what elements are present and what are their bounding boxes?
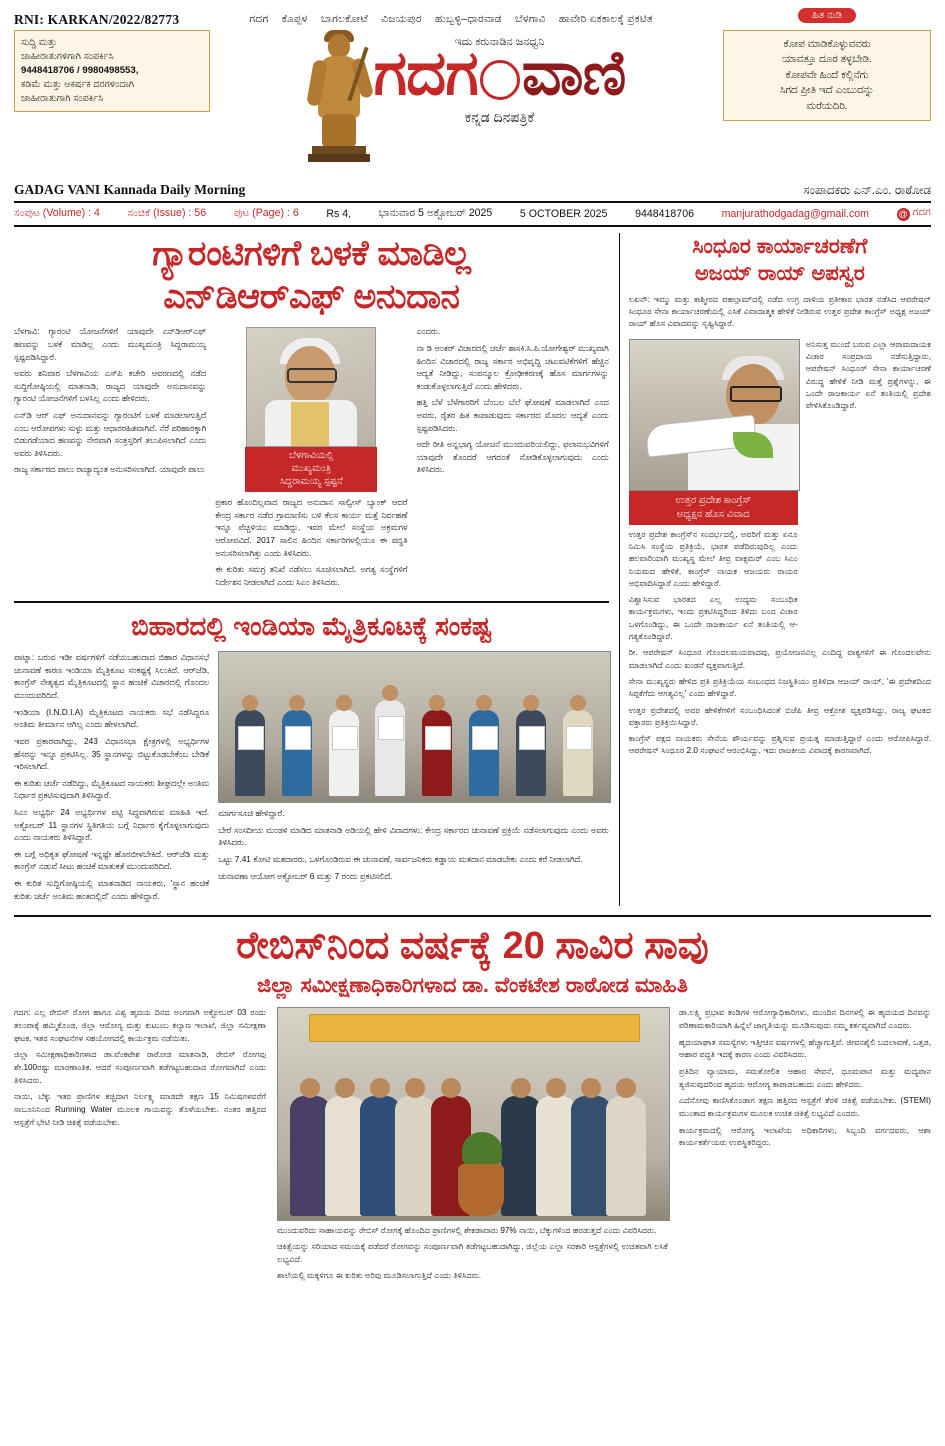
caption-line: ಬೆಳಗಾವಿಯಲ್ಲಿ — [289, 450, 334, 462]
contact-line1: ಸುದ್ದಿ ಮತ್ತು — [21, 37, 57, 48]
right-headline-line2: ಅಜಯ್ ರಾಯ್ ಅಪಸ್ವರ — [694, 262, 865, 286]
paragraph: ರೀ. ಆಪರೇಷನ್ ಸಿಂಧೂರ ಗೊಂದಲಮಯವಾದವು, ಪ್ರಯೋಜನವಿಲ್ಲ ಎಂದಿದ್ದ ವಾಕ್ಯಗಳಿಗೆ ಈ ಗೊಂದಲವೇನು ಮಾಡಲಾಗಿದೆ ಎಂದು ಖಂಡನೆ ವ್ಯಕ್ತವಾಗುತ್ತಿದೆ. — [628, 648, 931, 670]
lead-headline-line2: ಎನ್‌ಡಿಆರ್‌ಎಫ್ ಅನುದಾನ — [163, 276, 460, 316]
masthead-footer-row — [14, 182, 931, 203]
volume-label: ಸಂಪುಟ (Volume) : 4 — [14, 207, 100, 219]
paragraph: ಚುನಾವಣಾ ಆಯೋಗ ಅಕ್ಟೋಬರ್ 6 ಮತ್ತು 7 ರಂದು ಪ್ರಕಟಿಸಲಿದೆ. — [218, 870, 393, 881]
bihar-photo-caption: ಮಾರ್ಗಸೂಚಿ ಹೇಳಿದ್ದಾರೆ. — [218, 808, 285, 819]
price-label: Rs 4, — [326, 207, 352, 220]
paragraph: ಬೆಳಗಾವಿ: ಗ್ಯಾರಂಟಿ ಯೋಜನೆಗಳಿಗೆ ಯಾವುದೇ ಎನ್‌ಡಿಆರ್‌ಎಫ್ ಹಣವನ್ನು ಬಳಕೆ ಮಾಡಿಲ್ಲ ಎಂದು ಮುಖ್ಯಮಂತ್ರಿ ಸಿದ್ದರಾಮಯ್ಯ ಸ್ಪಷ್ಟಪಡಿಸಿದ್ದಾರೆ. — [14, 326, 207, 362]
paragraph: ಎನ್‌ಡಿ ಆರ್ ಎಫ್ ಅನುದಾನವನ್ನು ಗ್ಯಾರಂಟಿಗೆ ಬಳಕೆ ಮಾಡಲಾಗುತ್ತಿದೆ ಎಂಬ ಆರೋಪಗಳು ಸುಳ್ಳು ಮತ್ತು ಆಧಾರರಹಿತವಾಗಿವೆ. ನೆರೆ ಪರಿಹಾರಕ್ಕಾಗಿ ಬಿಡುಗಡೆಯಾದ ಹಣವನ್ನು ನೇರವಾಗಿ ಸಂತ್ರಸ್ತರಿಗೆ ತಲುಪಿಸಲಾಗಿದೆ ಎಂದು ಅವರು ತಿಳಿಸಿದರು. — [14, 410, 207, 458]
rabies-col-3 — [679, 1007, 931, 1286]
hita-pill-wrap — [723, 8, 931, 23]
issue-info-bar — [14, 203, 931, 227]
masthead-title-block — [374, 30, 626, 126]
paragraph: ನಾ ಡಿ ಅಂತರ್ ವಿಚಾರದಲ್ಲಿ ಚರ್ಚೆ ಶಾಸಕಿ.ಸಿ.ಪಿ.ಯೋಗೇಶ್ವರ್ ಮುಖ್ಯವಾಗಿ ಹಿಂದಿನ ವಿಚಾರದಲ್ಲಿ ರಾಜ್ಯ ಸರ್ಕಾರ ಅಭಿವೃದ್ಧಿ ಚಟುವಟಿಕೆಗಳಿಗೆ ಹೆಚ್ಚಿನ ಆದ್ಯತೆ ನೀಡಿದ್ದು, ಸಂಪನ್ಮೂಲ ಕ್ರೋಢೀಕರಣಕ್ಕೆ ಹೊಸ ಮಾರ್ಗಗಳನ್ನು ಕಂಡುಕೊಳ್ಳಲಾಗುತ್ತಿದೆ ಎಂದು ಹೇಳಿದರು. — [416, 342, 609, 391]
edition-item: ಕೊಪ್ಪಳ — [281, 13, 308, 25]
lead-col-2-with-photo — [215, 325, 407, 592]
contact-line4: ಜಾಹೀರಾತುಗಾಗಿ ಸಂಪರ್ಕಿಸಿ — [21, 92, 104, 104]
top-bar — [14, 8, 931, 28]
paragraph: ಪ್ರತಿದಿನ ವ್ಯಾಯಾಮ, ಸಮತೋಲಿತ ಆಹಾರ ಸೇವನೆ, ಧೂಮಪಾನ ಮತ್ತು ಮದ್ಯಪಾನ ತ್ಯಜಿಸುವುದರಿಂದ ಹೃದಯ ಆರೋಗ್ಯ ಕಾಪಾಡಬಹುದು ಎಂದು ಹೇಳಿದರು. — [678, 1066, 931, 1089]
bihar-col-1 — [14, 651, 209, 906]
paragraph: ಅವರು ಶನಿವಾರ ಬೆಳಗಾವಿಯ ಎಸ್‌ಪಿ ಕಚೇರಿ ಆವರಣದಲ್ಲಿ ನಡೆದ ಸುದ್ದಿಗೋಷ್ಠಿಯಲ್ಲಿ ಮಾತನಾಡಿ, ರಾಜ್ಯದ ಯಾವುದೇ ಅನುದಾನವನ್ನು ಗ್ಯಾರಂಟಿ ಯೋಜನೆಗಳಿಗೆ ಬಳಸಿಲ್ಲ ಎಂದು ಹೇಳಿದರು. — [14, 368, 207, 404]
ajay-rai-photo — [629, 339, 800, 491]
edition-item: ಬೆಳಗಾವಿ — [515, 13, 546, 25]
paragraph: ಪ್ರಕಾರ ಹೊಂದಿಲ್ಲವಾದ ರಾಜ್ಯದ ಅನುದಾನ ಸಾಲ್ವೀಸ್ ಬ್ಯಾಂಕ್ ಆದರೆ ಕೇಂದ್ರ ಸರ್ಕಾರ ನಡೆದ ಗ್ರಾಮಾಣಿಸು ಬಳಿ ಕೆಲಸ ಕಾರ್ಯ ಮತ್ತೆ ನಿರ್ವಹಣೆ ಇನ್ನೂ ಪೆಚ್ಚಳಿಯು ಮಾಡಿದ್ದು, ಇವರ ಮೇಲೆ ಸಂಸ್ಥೆಯ ಅಕ್ರಮಗಳ ಆರೋಪವಿದೆ. 2017 ಸಾಲಿನ ಹಿಂದಿನ ಸರ್ಕಾರಿಗಳಲ್ಲಿಯೂ ಈ ಪದ್ಧತಿ ಅನುಸರಿಸಲಾಗಿತ್ತು ಎಂದು ತಿಳಿಸಿದರು. — [215, 497, 408, 558]
lead-headline-line1: ಗ್ಯಾರಂಟಿಗಳಿಗೆ ಬಳಕೆ ಮಾಡಿಲ್ಲ — [152, 234, 471, 273]
editor-name: ಸಂಪಾದಕರು ಎನ್.ಎಂ. ರಾಠೋಡ — [803, 182, 931, 197]
paragraph: ಇವರ ಪ್ರಕಾರವಾಗಿದ್ದು, 243 ವಿಧಾನಸಭಾ ಕ್ಷೇತ್ರಗಳಲ್ಲಿ ಅಭ್ಯರ್ಥಿಗಳ ಹೆಸರನ್ನು ಇನ್ನೂ ಪ್ರಕಟಿಸಿಲ್ಲ. 35 ಸ್ಥಾನಗಳನ್ನು ಬಿಟ್ಟುಕೊಡಬೇಕೆಂಬ ಬೇಡಿಕೆ ಇರಿಸಲಾಗಿದೆ. — [14, 735, 210, 772]
edition-item: ಹುಬ್ಬಳ್ಳಿ–ಧಾರವಾಡ — [435, 13, 502, 25]
paragraph: ಡಾ.ಲಕ್ಷ್ಮಿ ಪ್ರಭಾವ ತಂಡಿಗಳ ಆರೋಗ್ಯಾಧಿಕಾರಿಗಳು, ಮುಂದಿನ ದಿನಗಳಲ್ಲಿ ಈ ಹೃದಯದ ದಿನವನ್ನು ಪರಿಣಾಮಕಾರಿಯಾಗಿ ಹಿನ್ನೆಲೆ ಜಾಗೃತಿಯನ್ನು ಮೂಡಿಸುವುದು ನಮ್ಮ ಕರ್ತವ್ಯವಾಗಿದೆ ಎಂದರು. — [678, 1008, 931, 1030]
rabies-story — [14, 924, 931, 1286]
paragraph: ಪಾಟ್ನಾ: ಬರುವ ಇಡೀ ವರ್ಷಗಳಿಗೆ ನಡೆಯಬಹುದಾದ ಬಿಹಾರ ವಿಧಾನಸಭೆ ಚುನಾವಣೆ ಕಾರಣ ಇಂಡಿಯಾ ಮೈತ್ರಿಕೂಟ ಸಂಕಷ್ಟಕ್ಕೆ ಸಿಲುಕಿದೆ. ಆರ್‌ಜೆಡಿ, ಕಾಂಗ್ರೆಸ್ ನೇತೃತ್ವದ ಮೈತ್ರಿಕೂಟದಲ್ಲಿ ಸ್ಥಾನ ಹಂಚಿಕೆ ವಿಚಾರದಲ್ಲಿ ಗೊಂದಲ ಮುಂದುವರಿದಿದೆ. — [14, 652, 210, 701]
left-column — [14, 233, 609, 906]
paragraph: ಬೇರೆ ಸಂಸದೀಯ ಮಂಡಳಿ ಮಾಡಿದ ಮಾತನಾಡಿ ಅಡಿಯಲ್ಲಿ ಹೇಳಿ ವಿವಾದಗಳು: ಕೇಂದ್ರ ಸರ್ಕಾರದ ಚುನಾವಣೆ ಪ್ರಕ್ರಿಯೆ ನಡೆಸಲಾಗುವುದು ಎಂದು ಅವರು ತಿಳಿಸಿದರು. — [218, 824, 609, 848]
paragraph: ಅನಿಸುತ್ತ ಮುಂದೆ ಬರುವ ಎಲ್ಲಾ ಆರಾಮದಾಯಕ ವಿಚಾರ ಸಂಪ್ರದಾಯ ನಡೆಸುತ್ತಿದ್ದಾರು, ಆಪರೇಷನ್ ಸಿಂಧೂರ್ ಸೇನಾ ಕಾರ್ಯಾಚರಣೆ ವಿರುದ್ಧ ಹೇಳಿಕೆ ನೀಡಿ ಮತ್ತೆ ಪ್ರಶ್ನೆಗಳನ್ನು, ಈ ಒಂದೇ ರಾಜಕಾರ್ಯ ಏನೆ ತಂತಿಯಲ್ಲಿ ಪ್ರದೇಶ ಪೇಳಿಸಿಕೊಂಡಿದ್ದಾರೆ. — [805, 339, 931, 411]
right-column — [619, 233, 931, 906]
paragraph: ಈ ಕುರಿತು ಚರ್ಚೆ ನಡೆದಿದ್ದು, ಮೈತ್ರಿಕೂಟದ ನಾಯಕರು ಶೀಘ್ರದಲ್ಲೇ ಅಂತಿಮ ನಿರ್ಧಾರ ಪ್ರಕಟಿಸುವುದಾಗಿ ತಿಳಿಸಿದ್ದಾರೆ. — [14, 777, 210, 801]
right-col-text — [806, 339, 931, 648]
edition-item: ವಿಜಯಪುರ — [381, 13, 422, 25]
masthead-tagline-top: ಇದು ಕರುನಾಡಿನ ಜನಧ್ವನಿ — [454, 36, 545, 48]
brand-circle-icon — [480, 60, 520, 100]
caption-line: ಸಿದ್ದರಾಮಯ್ಯ ಸ್ಪಷ್ಟನೆ — [279, 476, 343, 488]
paragraph: ನಾಯಿ, ಬೆಕ್ಕು ಇತರ ಪ್ರಾಣಿಗಳ ಕಚ್ಚಿದಾಗ ನಿರ್ಲಕ್ಷ್ಯ ಮಾಡದೇ ತಕ್ಷಣ 15 ನಿಮಿಷಗಳವರೆಗೆ ಸಾಬೂನಿನಿಂದ Running Water ಮೂಲಕ ಗಾಯವನ್ನು ತೊಳೆಯಬೇಕು. ನಂತರ ಹತ್ತಿರದ ಆಸ್ಪತ್ರೆಗೆ ಭೇಟಿ ನೀಡಿ ಚಿಕಿತ್ಸೆ ಪಡೆಯಬೇಕು. — [14, 1092, 267, 1127]
right-col-photo — [629, 339, 798, 648]
cm-portrait-photo — [246, 327, 376, 447]
right-lead-paragraph: ಲಖನೌ: ಇಮ್ಮು ಮತ್ತು ಕಾಶ್ಮೀರದ ಪಹಲ್ಗಾಮ್‌ದಲ್ಲಿ ನಡೆದ ಉಗ್ರ ದಾಳಿಯ ಪ್ರತೀಕಾರ ಭಾರತ ನಡೆಸಿದ ಆಪರೇಷನ್ ಸಿಂಧೂರ ಸೇನಾ ಕಾರ್ಯಾಚರಣೆಯಲ್ಲಿ ಎಸಿಕೆ ವಿವಾದಾತ್ಮಕ ಹೇಳಿಕೆ ನೀಡಿರುವ ಉತ್ತರ ಪ್ರದೇಶ ಕಾಂಗ್ರೆಸ್ ಅಧ್ಯಕ್ಷ ಅಜಯ್ ರಾಯ್ ಹೊಸ ವಿವಾದವನ್ನು ಸೃಷ್ಟಿಸಿದ್ದಾರೆ. — [628, 294, 931, 329]
masthead-title-part1: ಗದಗ — [373, 39, 478, 108]
hita-line-3: ಕೋಪವೇ ಹಿಂದೆ ಕಲ್ಲಿನೆಗು — [785, 69, 869, 81]
rabies-col-photo — [277, 1007, 668, 1286]
rabies-columns — [14, 1007, 931, 1286]
paragraph: ಹೃದಯಾಘಾತ ಸಮಸ್ಯೆಗಳು ಇತ್ತೀಚಿನ ವರ್ಷಗಳಲ್ಲಿ ಹೆಚ್ಚಾಗುತ್ತಿವೆ. ಜೀವನಶೈಲಿ ಬದಲಾವಣೆ, ಒತ್ತಡ, ಆಹಾರ ಪದ್ಧತಿ ಇದಕ್ಕೆ ಕಾರಣ ಎಂದು ವಿವರಿಸಿದರು. — [678, 1037, 931, 1060]
paragraph: ಎಂದರು. — [416, 326, 441, 337]
contact-box — [14, 30, 210, 112]
contact-phone: 9448418706 — [635, 207, 694, 220]
paragraph: ಅದೇ ರೀತಿ ಅನ್ನಭಾಗ್ಯ ಯೋಜನೆ ಮುಂದುವರಿಯಲಿದ್ದು, ಫಲಾನುಭವಿಗಳಿಗೆ ಯಾವುದೇ ತೊಂದರೆ ಆಗದಂತೆ ನೋಡಿಕೊಳ್ಳಲಾಗುವುದು ಎಂದು ತಿಳಿಸಿದರು. — [416, 439, 609, 475]
masthead — [14, 30, 931, 180]
date-english: 5 OCTOBER 2025 — [519, 207, 608, 220]
contact-line2: ಜಾಹೀರಾತುಗಳಿಗಾಗಿ ಸಂಪರ್ಕಿಸಿ — [21, 50, 114, 62]
paragraph: ಹತ್ತಿ ಬೆಳೆ ಬೆಳೆಗಾರರಿಗೆ ಬೆಂಬಲ ಬೆಲೆ ಘೋಷಣೆ ಮಾಡಲಾಗಿದೆ ಎಂದ ಅವರು, ರೈತರ ಹಿತ ಕಾಪಾಡುವುದು ಸರ್ಕಾರದ ಮೊದಲ ಆದ್ಯತೆ ಎಂದು ಸ್ಪಷ್ಟಪಡಿಸಿದರು. — [416, 397, 609, 433]
rni-number: RNI: KARKAN/2022/82773 — [14, 12, 180, 27]
hita-line-2: ಯಾವತ್ತೂ ದೂರ ತಳ್ಳಬೇಡಿ. — [781, 54, 873, 66]
email-link[interactable]: manjurathodgadag@gmail.com — [721, 207, 869, 220]
right-photo-caption — [629, 491, 798, 525]
paragraph: ಉತ್ತರ ಪ್ರದೇಶ ಕಾಂಗ್ರೆಸ್‌ನ ಸಂದರ್ಭದಲ್ಲಿ, ಅವರಿಗೆ ಮತ್ತು ಏನೂ ನಿಮಿಸಿ ಸಂಸ್ಥೆಯ ಪ್ರತಿಕ್ರಿಯೆ, ಭಾರತ ಪಡೆದಿರುವುದಿಲ್ಲ ಎಂದು ಹಲವಾರಿಯಾಗಿ ಮುಖ್ಯಸ್ಥ ಮೇಲೆ ತೀವ್ರ ವಾಕ್ಸಮರ್ ಎಂಬ ಸಿಎಂ ನಿಯಮದ ಹೇಳಿಕೆ, ಕಾಂಗ್ರೆಸ್ ನಾಯಕ ಆಜಯರು ರಾಯರ ಅಭಿವಾದಿಸಿದ್ದಾರೆ ಎಂದು ಹೇಳಿದ್ದಾರೆ. — [628, 529, 798, 588]
paragraph: ಸಿಎಂ ಅಭ್ಯರ್ಥಿ 24 ಅಭ್ಯರ್ಥಿಗಳ ಪಟ್ಟಿ ಸಿದ್ಧವಾಗಿರುವ ಮಾಹಿತಿ ಇದೆ. ಅಕ್ಟೋಬರ್ 11 ಸ್ಥಾನಗಳ ಸ್ಥಿತಿಗತಿಯ ಬಗ್ಗೆ ನಿರ್ಧಾರ ಕೈಗೊಳ್ಳಲಾಗುವುದು ಎಂದು ನಾಯಕರು ತಿಳಿಸಿದ್ದಾರೆ. — [14, 806, 210, 843]
edition-item: ಹಾವೇರಿ ಏಕಕಾಲಕ್ಕೆ ಪ್ರಕಟಿತ — [558, 13, 653, 25]
main-content — [14, 233, 931, 906]
contact-phones: 9448418706 / 9980498553, — [21, 64, 139, 76]
paragraph: ಗದಗ: ಎಲ್ಲ ರೇಬಿಸ್ ರೋಗ ಹಾಗೂ ವಿಶ್ವ ಹೃದಯ ದಿನದ ಅಂಗವಾಗಿ ಅಕ್ಟೋಬರ್ 03 ರಂದು ತಲುಪಾಕ್ಕೆ ಹಮ್ಮಿಕೊಂಡ, ಜಿಲ್ಲಾ ಆರೋಗ್ಯ ಮತ್ತು ಕುಟುಂಬ ಕಲ್ಯಾಣ ಇಲಾಖೆ, ಜಿಲ್ಲಾ ಸಮೀಕ್ಷಣಾ ಘಟಕ, ಇತರ ಸಂಘಟನೆಗಳ ಸಹಯೋಗದಲ್ಲಿ ಕಾರ್ಯಕ್ರಮ ನಡೆಯಿತು. — [14, 1008, 267, 1043]
rabies-subheadline: ಜಿಲ್ಲಾ ಸಮೀಕ್ಷಣಾಧಿಕಾರಿಗಳಾದ ಡಾ. ವೆಂಕಟೇಶ ರಾಠೋಡ ಮಾಹಿತಿ — [257, 973, 688, 997]
english-title: GADAG VANI Kannada Daily Morning — [14, 182, 246, 197]
paragraph: ವಿಶ್ವಾಸಿಸುವ ಭಾರತದ ಎಲ್ಲ ಉದ್ಯಮ ಸಂಬಂಧಿತ ಕಾರ್ಯಕ್ರಮಗಳು, ಇಂದು ಪ್ರಕಟಿಸಿದ್ದರಿಂದ ತಿಳಿದು ಬಂದ ವಿಚಾರ ಒಳಗೊಂಡಿದ್ದು, ಈ ಒಂದೇ ರಾಜಕಾರ್ಯ ಏನೆ ತಂತಿಯಲ್ಲಿ ಆ-ಗತ್ಯಕೊಂಡಿದ್ದಾರೆ. — [628, 595, 798, 642]
hita-line-4: ಸಿಗದ ಪ್ರೀತಿ ಇದೆ ಎಂಬುದನ್ನು — [780, 85, 874, 97]
rabies-headline: ರೇಬಿಸ್‌ನಿಂದ ವರ್ಷಕ್ಕೆ 20 ಸಾವಿರ ಸಾವು — [236, 925, 709, 968]
paragraph: ಉತ್ತರ ಪ್ರದೇಶದಲ್ಲಿ ಅವರ ಹೇಳಿಕೆಗಳಿಗೆ ಸಂಬಂಧಿಸಿದಂತೆ ಬಿಜೆಪಿ ತೀವ್ರ ಆಕ್ರೋಶ ವ್ಯಕ್ತಪಡಿಸಿದ್ದು, ರಾಜ್ಯ ಘಟಕದ ವಕ್ತಾರರು ಪ್ರತಿಕ್ರಿಯಿಸಿದ್ದಾರೆ. — [628, 705, 931, 727]
hita-line-1: ಕೋಪ ಮಾಡಿಕೊಳ್ಳುವವರು — [783, 39, 871, 50]
caption-line: ಮುಖ್ಯಮಂತ್ರಿ — [291, 463, 332, 475]
issue-label: ಸಂಚಿಕೆ (Issue) : 56 — [127, 207, 207, 219]
paragraph: ಮುಂದುವರಿದು ಸಾಹಾಯವನ್ನು ರೇಬಿಸ್ ರೋಗಕ್ಕೆ ಹೊಂದಿದ ಪ್ರಾಣಿಗಳಲ್ಲಿ ಶೇಕಡಾವಾರು 97% ನಾಯಿ, ಬೆಕ್ಕುಗಳಿಂದ ಹರಡುತ್ತದೆ ಎಂದು ವಿವರಿಸಿದರು. — [277, 1226, 657, 1236]
hita-line-5: ಮರೆಯದಿರಿ. — [806, 100, 848, 112]
masthead-tagline-bottom: ಕನ್ನಡ ದಿನಪತ್ರಿಕೆ — [464, 109, 535, 125]
paragraph: ಕಾರ್ಯಕ್ರಮದಲ್ಲಿ ಆರೋಗ್ಯ ಇಲಾಖೆಯ ಅಧಿಕಾರಿಗಳು, ಸಿಬ್ಬಂದಿ ವರ್ಗದವರು, ಆಶಾ ಕಾರ್ಯಕರ್ತೆಯರು ಉಪಸ್ಥಿತರಿದ್ದರು. — [678, 1125, 931, 1148]
rabies-col-1 — [14, 1007, 266, 1286]
paragraph: ಇಂಡಿಯಾ (I.N.D.I.A) ಮೈತ್ರಿಕೂಟದ ನಾಯಕರು ಸಭೆ ನಡೆಸಿದ್ದರೂ ಅಂತಿಮ ತೀರ್ಮಾನ ಆಗಿಲ್ಲ ಎಂದು ಹೇಳಲಾಗಿದೆ. — [14, 706, 210, 730]
right-headline-line1: ಸಿಂಧೂರ ಕಾರ್ಯಾಚರಣೆಗೆ — [692, 235, 868, 258]
paragraph: ಶಾಲೆಯಲ್ಲಿ ಮಕ್ಕಳಿಗೂ ಈ ಕುರಿತು ಅರಿವು ಮೂಡಿಸಲಾಗುತ್ತಿದೆ ಎಂದು ತಿಳಿಸಿದರು. — [277, 1271, 481, 1280]
right-story-continued — [629, 647, 931, 757]
paragraph: ಸೇನಾ ಮುಖ್ಯಸ್ಥರು ಹೇಳಿದ ಪ್ರತಿ ಪ್ರತಿಕ್ರಿಯೆಯ ಸಂಬಂಧದ ನಿಜಸ್ಥಿತಿಯು ಪ್ರತಿಳಿದಾ ಆಜಯ್ ರಾಯ್, 'ಈ ಪ್ರದೇಶದಿಂದ ಸಿಪ್ಪಕೆಗೆದು ಆಗತ್ಯವಿಲ್ಲ' ಎಂದು ಹೇಳಿದ್ದಾರೆ. — [628, 676, 931, 699]
divider — [14, 601, 609, 603]
paragraph: ಈ ಬಗ್ಗೆ ಅಧಿಕೃತ ಘೋಷಣೆ ಇನ್ನಷ್ಟೇ ಹೊರಬೀಳಬೇಕಿದೆ. ಆರ್‌ಜೆಡಿ ಮತ್ತು ಕಾಂಗ್ರೆಸ್ ನಡುವೆ ಸೀಟು ಹಂಚಿಕೆ ಮಾತುಕತೆ ಮುಂದುವರಿದಿದೆ. — [14, 848, 210, 872]
paragraph: ಜಿಲ್ಲಾ ಸಮೀಕ್ಷಣಾಧಿಕಾರಿಗಳಾದ ಡಾ.ವೆಂಕಟೇಶ ರಾಠೋಡ ಮಾತನಾಡಿ, ರೇಬಿಸ್ ರೋಗವು ಶೇ.100ರಷ್ಟು ಮಾರಣಾಂತಿಕ. ಆದರೆ ಸಂಪೂರ್ಣವಾಗಿ ತಡೆಗಟ್ಟಬಹುದಾದ ರೋಗವಾಗಿದೆ ಎಂದು ತಿಳಿಸಿದರು. — [14, 1050, 267, 1085]
paragraph: ಈ ಕುರಿತ ಸುದ್ದಿಗೋಷ್ಠಿಯಲ್ಲಿ ಮಾತನಾಡಿದ ನಾಯಕರು, 'ಸ್ಥಾನ ಹಂಚಿಕೆ ಕುರಿತು ಚರ್ಚೆ ಅಂತಿಮ ಹಂತದಲ್ಲಿದೆ' ಎಂದು ಹೇಳಿದ್ದಾರೆ. — [14, 878, 210, 901]
paragraph: ಕಾಂಗ್ರೆಸ್ ಪಕ್ಷದ ನಾಯಕರು ಸೇನೆಯ ಶೌರ್ಯವನ್ನು ಪ್ರಶ್ನಿಸುವ ಪ್ರಯತ್ನ ಮಾಡುತ್ತಿದ್ದಾರೆ ಎಂದು ಆರೋಪಿಸಿದ್ದಾರೆ. ಆಪರೇಷನ್ ಸಿಂಧೂರ 2.0 ಸಂಘಟನೆ ಆರಂಭಿಸಿದ್ದು, ಇದು ರಾಜಕೀಯ ವಿವಾದಕ್ಕೆ ಕಾರಣವಾಗಿದೆ. — [628, 734, 931, 756]
site-badge — [897, 206, 931, 221]
edition-item: ಗದಗ — [249, 13, 269, 25]
hita-nudi-box — [723, 30, 931, 121]
caption-line: ಉತ್ತರ ಪ್ರದೇಶ ಕಾಂಗ್ರೆಸ್ — [675, 494, 752, 506]
edition-list — [179, 8, 723, 26]
right-story-columns — [629, 339, 931, 648]
page-label: ಪುಟ (Page) : 6 — [233, 207, 299, 219]
divider — [14, 915, 931, 917]
paragraph: ಈ ಕುರಿತು ಸಮಗ್ರ ತನಿಖೆ ನಡೆಸಲು ಸೂಚಿಸಲಾಗಿದೆ. ಅಗತ್ಯ ಸಂಸ್ಥೆಗಳಿಗೆ ನಿರ್ದೇಶನ ನೀಡಲಾಗಿದೆ ಎಂದು ಸಿಎಂ ತಿಳಿಸಿದರು. — [215, 564, 408, 587]
rabies-photo-caption — [277, 1225, 668, 1282]
hita-nudi-badge: ಹಿತ ನುಡಿ — [798, 8, 856, 23]
contact-line3: ಕಡಿಮೆ ಮತ್ತು ಆಕರ್ಷಕ ದರಗಳಿಂದಾಗಿ — [21, 78, 135, 90]
photo-caption — [245, 447, 377, 492]
edition-item: ಬಾಗಲಕೋಟೆ — [320, 13, 368, 25]
masthead-title-part2: ವಾಣಿ — [521, 39, 626, 108]
bihar-protest-photo — [218, 651, 610, 803]
lead-col-1 — [14, 325, 206, 592]
statue-icon — [308, 30, 370, 168]
paragraph: ರಾಜ್ಯ ಸರ್ಕಾರದ ಪಾಲು ರಾಜ್ಯಾದ್ಯಂತ ಅನುಸರಿಸಲಾಗಿದೆ. ಯಾವುದೇ ಪಾಲು — [14, 464, 205, 475]
paragraph: ಚಿಕಿತ್ಸೆಯನ್ನು ಸರಿಯಾದ ಸಮಯಕ್ಕೆ ಪಡೆದರೆ ರೋಗವನ್ನು ಸಂಪೂರ್ಣವಾಗಿ ತಡೆಗಟ್ಟಬಹುದಾಗಿದ್ದು, ಜಿಲ್ಲೆಯ ಎಲ್ಲಾ ಸರಕಾರಿ ಆಸ್ಪತ್ರೆಗಳಲ್ಲಿ ಉಚಿತವಾಗಿ ಲಸಿಕೆ ಲಭ್ಯವಿದೆ. — [277, 1242, 668, 1264]
bihar-columns — [14, 651, 609, 906]
bihar-col-photo — [218, 651, 608, 906]
masthead-logo — [210, 30, 723, 168]
paragraph: ಎದೆನೋವು ಕಾಣಿಸಿಕೊಂಡಾಗ ತಕ್ಷಣ ಹತ್ತಿರದ ಆಸ್ಪತ್ರೆಗೆ ತೆರಳಿ ಚಿಕಿತ್ಸೆ ಪಡೆಯಬೇಕು. (STEMI) ಮುಂತಾದ ಕಾರ್ಯಕ್ರಮಗಳ ಮೂಲಕ ಉಚಿತ ಚಿಕಿತ್ಸೆ ಲಭ್ಯವಿದೆ ಎಂದರು. — [678, 1096, 931, 1119]
caption-line: ಅಧ್ಯಕ್ಷನ ಹೊಸ ವಿವಾದ — [676, 508, 750, 520]
date-kannada: ಭಾನುವಾರ 5 ಅಕ್ಟೋಬರ್ 2025 — [378, 207, 493, 219]
lead-story-columns — [14, 325, 609, 592]
paragraph: ಒಟ್ಟು 7.41 ಕೋಟಿ ಮತದಾರರು, ಒಳಗೊಂಡಿರುವ ಈ ಚುನಾವಣೆ, ಸಾರ್ವಜನಿಕರು ಕಡ್ಡಾಯ ಮತದಾನ ಮಾಡಬೇಕು ಎಂದು ಕರೆ ನೀಡಲಾಗಿದೆ. — [218, 854, 583, 865]
event-group-photo — [277, 1007, 670, 1221]
lead-col-3 — [416, 325, 608, 592]
site-label: ಗದಗ — [912, 206, 931, 218]
globe-icon: @ — [898, 209, 908, 219]
bihar-headline: ಬಿಹಾರದಲ್ಲಿ ಇಂಡಿಯಾ ಮೈತ್ರಿಕೂಟಕ್ಕೆ ಸಂಕಷ್ಟ — [131, 611, 492, 642]
